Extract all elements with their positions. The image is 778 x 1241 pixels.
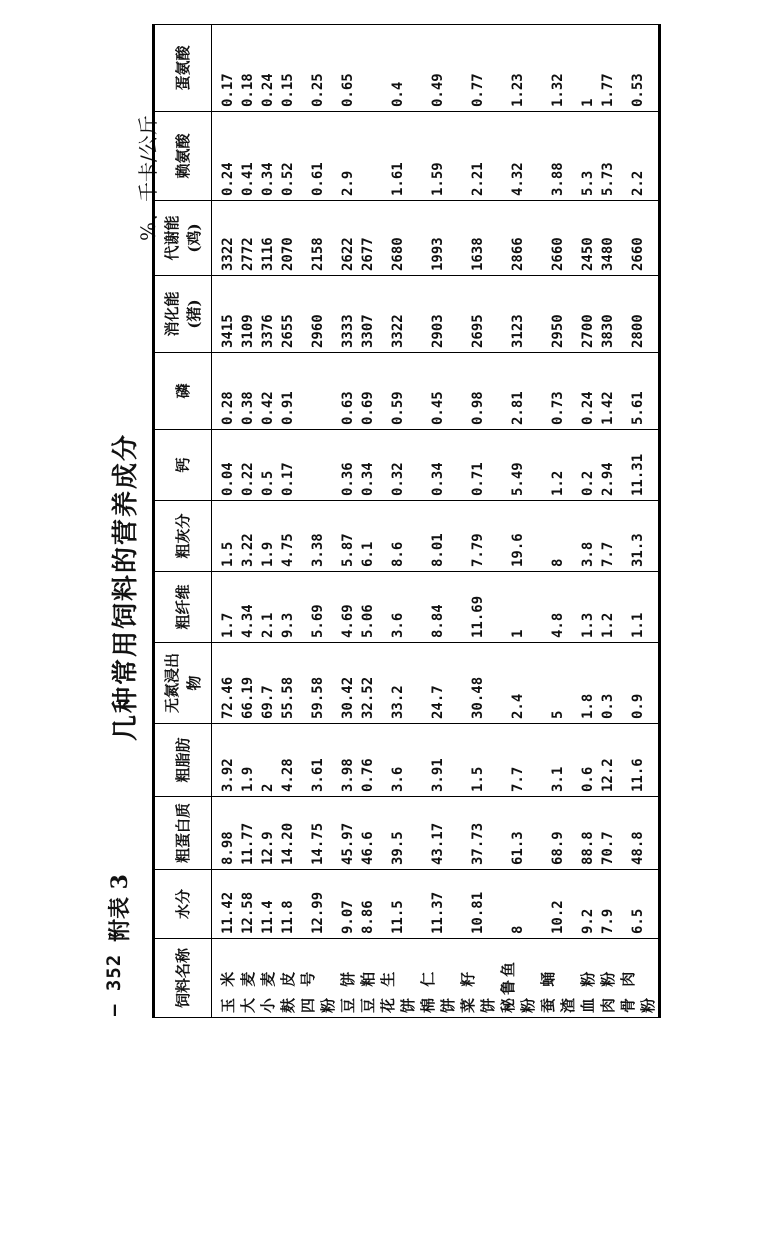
col-header-water: 水分 bbox=[154, 870, 212, 939]
value-cell-nfe: 0.3 bbox=[598, 643, 618, 724]
value-cell-met: 0.18 bbox=[238, 25, 258, 112]
feed-name-cell: 花 生 饼 bbox=[378, 939, 418, 1018]
table-row bbox=[458, 25, 498, 1018]
feed-name-cell: 秘鲁鱼粉 bbox=[498, 939, 538, 1018]
value-cell-met: 0.15 bbox=[278, 25, 298, 112]
page-number: — 352 — bbox=[103, 928, 125, 1016]
col-header-name: 饲料名称 bbox=[154, 939, 212, 1018]
value-cell-nfe: 24.7 bbox=[418, 643, 458, 724]
table-row bbox=[298, 25, 338, 1018]
value-cell-me: 3480 bbox=[598, 201, 618, 276]
value-cell-protein: 88.8 bbox=[578, 797, 598, 870]
value-cell-protein: 70.7 bbox=[598, 797, 618, 870]
table-row bbox=[358, 25, 378, 1018]
value-cell-fiber: 11.69 bbox=[458, 572, 498, 643]
value-cell-ca: 11.31 bbox=[618, 430, 660, 501]
table-body bbox=[212, 25, 660, 1018]
value-cell-ash: 4.75 bbox=[278, 501, 298, 572]
appendix-label: 附表 3 bbox=[107, 874, 133, 941]
feed-name-cell: 豆 粕 bbox=[358, 939, 378, 1018]
value-cell-p: 5.61 bbox=[618, 353, 660, 430]
value-cell-water: 8.86 bbox=[358, 870, 378, 939]
value-cell-fat: 3.91 bbox=[418, 724, 458, 797]
value-cell-ca: 0.71 bbox=[458, 430, 498, 501]
value-cell-me: 2622 bbox=[338, 201, 358, 276]
table-row bbox=[498, 25, 538, 1018]
value-cell-water: 6.5 bbox=[618, 870, 660, 939]
value-cell-fiber: 3.6 bbox=[378, 572, 418, 643]
value-cell-met: 0.24 bbox=[258, 25, 278, 112]
value-cell-de: 3376 bbox=[258, 276, 278, 353]
feed-name-cell: 玉 米 bbox=[212, 939, 239, 1018]
value-cell-nfe: 5 bbox=[538, 643, 578, 724]
value-cell-ca: 1.2 bbox=[538, 430, 578, 501]
table-row bbox=[238, 25, 258, 1018]
value-cell-fiber: 1.3 bbox=[578, 572, 598, 643]
value-cell-nfe: 30.42 bbox=[338, 643, 358, 724]
feed-name-cell: 血 粉 bbox=[578, 939, 598, 1018]
value-cell-p: 0.38 bbox=[238, 353, 258, 430]
value-cell-protein: 45.97 bbox=[338, 797, 358, 870]
value-cell-me: 1638 bbox=[458, 201, 498, 276]
value-cell-protein: 8.98 bbox=[212, 797, 239, 870]
value-cell-lys: 2.21 bbox=[458, 112, 498, 201]
value-cell-me: 2680 bbox=[378, 201, 418, 276]
value-cell-me: 2772 bbox=[238, 201, 258, 276]
col-header-ash: 粗灰分 bbox=[154, 501, 212, 572]
value-cell-met: 0.65 bbox=[338, 25, 358, 112]
value-cell-protein: 43.17 bbox=[418, 797, 458, 870]
value-cell-lys: 2.2 bbox=[618, 112, 660, 201]
value-cell-fiber: 4.34 bbox=[238, 572, 258, 643]
value-cell-water: 10.81 bbox=[458, 870, 498, 939]
col-header-metabolizable-energy: 代谢能 (鸡) bbox=[154, 201, 212, 276]
value-cell-ash: 8.01 bbox=[418, 501, 458, 572]
value-cell-ca: 2.94 bbox=[598, 430, 618, 501]
value-cell-lys: 0.61 bbox=[298, 112, 338, 201]
feed-name-cell: 骨 肉 粉 bbox=[618, 939, 660, 1018]
value-cell-fiber: 1.1 bbox=[618, 572, 660, 643]
feed-name-cell: 大 麦 bbox=[238, 939, 258, 1018]
table-row bbox=[278, 25, 298, 1018]
col-header-protein: 粗蛋白质 bbox=[154, 797, 212, 870]
col-header-nfe: 无氮浸出物 bbox=[154, 643, 212, 724]
value-cell-fiber: 9.3 bbox=[278, 572, 298, 643]
feed-name-cell: 麸 皮 bbox=[278, 939, 298, 1018]
table-row bbox=[418, 25, 458, 1018]
value-cell-fiber: 2.1 bbox=[258, 572, 278, 643]
value-cell-nfe: 72.46 bbox=[212, 643, 239, 724]
value-cell-p: 0.69 bbox=[358, 353, 378, 430]
value-cell-ca: 0.32 bbox=[378, 430, 418, 501]
feed-name-cell: 肉 粉 bbox=[598, 939, 618, 1018]
value-cell-de: 2903 bbox=[418, 276, 458, 353]
value-cell-fat: 3.98 bbox=[338, 724, 358, 797]
value-cell-fat: 12.2 bbox=[598, 724, 618, 797]
feed-name-cell: 小 麦 bbox=[258, 939, 278, 1018]
value-cell-fat: 3.92 bbox=[212, 724, 239, 797]
value-cell-protein: 46.6 bbox=[358, 797, 378, 870]
value-cell-fat: 4.28 bbox=[278, 724, 298, 797]
value-cell-de: 3109 bbox=[238, 276, 258, 353]
value-cell-met: 0.25 bbox=[298, 25, 338, 112]
col-header-lysine: 赖氨酸 bbox=[154, 112, 212, 201]
value-cell-fat: 7.7 bbox=[498, 724, 538, 797]
value-cell-ash: 3.22 bbox=[238, 501, 258, 572]
value-cell-me: 3322 bbox=[212, 201, 239, 276]
value-cell-fat: 3.1 bbox=[538, 724, 578, 797]
feed-name-cell: 蚕 蛹 渣 bbox=[538, 939, 578, 1018]
table-row bbox=[578, 25, 598, 1018]
value-cell-nfe: 30.48 bbox=[458, 643, 498, 724]
value-cell-de: 2655 bbox=[278, 276, 298, 353]
value-cell-met: 1.32 bbox=[538, 25, 578, 112]
value-cell-nfe: 66.19 bbox=[238, 643, 258, 724]
value-cell-lys: 0.24 bbox=[212, 112, 239, 201]
table-row bbox=[378, 25, 418, 1018]
value-cell-ca: 0.04 bbox=[212, 430, 239, 501]
value-cell-met: 1.23 bbox=[498, 25, 538, 112]
value-cell-met: 1 bbox=[578, 25, 598, 112]
value-cell-ca: 0.17 bbox=[278, 430, 298, 501]
value-cell-fat: 1.9 bbox=[238, 724, 258, 797]
value-cell-water: 12.99 bbox=[298, 870, 338, 939]
value-cell-de: 2700 bbox=[578, 276, 598, 353]
value-cell-me: 2677 bbox=[358, 201, 378, 276]
value-cell-fiber: 4.8 bbox=[538, 572, 578, 643]
value-cell-ca: 0.34 bbox=[358, 430, 378, 501]
value-cell-fat: 1.5 bbox=[458, 724, 498, 797]
value-cell-p: 2.81 bbox=[498, 353, 538, 430]
value-cell-ca: 0.36 bbox=[338, 430, 358, 501]
value-cell-me: 2070 bbox=[278, 201, 298, 276]
value-cell-water: 7.9 bbox=[598, 870, 618, 939]
value-cell-water: 11.4 bbox=[258, 870, 278, 939]
value-cell-fiber: 5.69 bbox=[298, 572, 338, 643]
value-cell-met: 0.4 bbox=[378, 25, 418, 112]
value-cell-ash: 3.8 bbox=[578, 501, 598, 572]
table-row bbox=[538, 25, 578, 1018]
value-cell-me: 2158 bbox=[298, 201, 338, 276]
value-cell-ash: 7.7 bbox=[598, 501, 618, 572]
value-cell-fat: 3.61 bbox=[298, 724, 338, 797]
value-cell-lys: 2.9 bbox=[338, 112, 358, 201]
value-cell-met: 0.77 bbox=[458, 25, 498, 112]
value-cell-protein: 37.73 bbox=[458, 797, 498, 870]
value-cell-water: 11.5 bbox=[378, 870, 418, 939]
value-cell-fiber: 1.7 bbox=[212, 572, 239, 643]
col-header-digestible-energy: 消化能 (猪) bbox=[154, 276, 212, 353]
value-cell-fat: 3.6 bbox=[378, 724, 418, 797]
value-cell-de: 3322 bbox=[378, 276, 418, 353]
value-cell-ash: 6.1 bbox=[358, 501, 378, 572]
value-cell-ash: 19.6 bbox=[498, 501, 538, 572]
feed-name-cell: 四 号 粉 bbox=[298, 939, 338, 1018]
value-cell-met: 0.17 bbox=[212, 25, 239, 112]
value-cell-lys: 3.88 bbox=[538, 112, 578, 201]
table-row bbox=[338, 25, 358, 1018]
value-cell-de: 2960 bbox=[298, 276, 338, 353]
value-cell-p: 1.42 bbox=[598, 353, 618, 430]
value-cell-fat: 2 bbox=[258, 724, 278, 797]
value-cell-ash: 1.5 bbox=[212, 501, 239, 572]
value-cell-ca: 0.5 bbox=[258, 430, 278, 501]
value-cell-p: 0.24 bbox=[578, 353, 598, 430]
value-cell-ash: 3.38 bbox=[298, 501, 338, 572]
value-cell-de: 2950 bbox=[538, 276, 578, 353]
value-cell-fiber: 5.06 bbox=[358, 572, 378, 643]
value-cell-p: 0.63 bbox=[338, 353, 358, 430]
value-cell-ca: 5.49 bbox=[498, 430, 538, 501]
value-cell-me: 3116 bbox=[258, 201, 278, 276]
value-cell-nfe: 55.58 bbox=[278, 643, 298, 724]
value-cell-de: 3830 bbox=[598, 276, 618, 353]
value-cell-fiber: 4.69 bbox=[338, 572, 358, 643]
header-row bbox=[154, 25, 212, 1018]
col-header-fat: 粗脂肪 bbox=[154, 724, 212, 797]
value-cell-p: 0.45 bbox=[418, 353, 458, 430]
value-cell-me: 1993 bbox=[418, 201, 458, 276]
value-cell-nfe: 32.52 bbox=[358, 643, 378, 724]
value-cell-me: 2450 bbox=[578, 201, 598, 276]
table-row bbox=[258, 25, 278, 1018]
value-cell-ca: 0.22 bbox=[238, 430, 258, 501]
value-cell-lys: 4.32 bbox=[498, 112, 538, 201]
value-cell-de: 3123 bbox=[498, 276, 538, 353]
feed-name-cell: 豆 饼 bbox=[338, 939, 358, 1018]
value-cell-lys: 5.73 bbox=[598, 112, 618, 201]
nutrition-table bbox=[152, 24, 661, 1018]
value-cell-de: 2695 bbox=[458, 276, 498, 353]
col-header-fiber: 粗纤维 bbox=[154, 572, 212, 643]
value-cell-ash: 8.6 bbox=[378, 501, 418, 572]
value-cell-lys bbox=[358, 112, 378, 201]
value-cell-me: 2660 bbox=[618, 201, 660, 276]
value-cell-lys: 0.41 bbox=[238, 112, 258, 201]
value-cell-met: 0.53 bbox=[618, 25, 660, 112]
unit-label: %、千卡/公斤 bbox=[136, 115, 160, 241]
value-cell-ash: 7.79 bbox=[458, 501, 498, 572]
value-cell-water: 11.8 bbox=[278, 870, 298, 939]
value-cell-protein: 61.3 bbox=[498, 797, 538, 870]
value-cell-fat: 11.6 bbox=[618, 724, 660, 797]
value-cell-ash: 31.3 bbox=[618, 501, 660, 572]
value-cell-water: 9.2 bbox=[578, 870, 598, 939]
value-cell-fiber: 1.2 bbox=[598, 572, 618, 643]
col-header-methionine: 蛋氨酸 bbox=[154, 25, 212, 112]
value-cell-lys: 1.61 bbox=[378, 112, 418, 201]
value-cell-lys: 1.59 bbox=[418, 112, 458, 201]
value-cell-water: 12.58 bbox=[238, 870, 258, 939]
value-cell-me: 2660 bbox=[538, 201, 578, 276]
value-cell-nfe: 33.2 bbox=[378, 643, 418, 724]
value-cell-protein: 48.8 bbox=[618, 797, 660, 870]
value-cell-protein: 11.77 bbox=[238, 797, 258, 870]
value-cell-me: 2866 bbox=[498, 201, 538, 276]
value-cell-nfe: 1.8 bbox=[578, 643, 598, 724]
table-row bbox=[212, 25, 239, 1018]
value-cell-de: 3333 bbox=[338, 276, 358, 353]
value-cell-ca: 0.2 bbox=[578, 430, 598, 501]
value-cell-ca bbox=[298, 430, 338, 501]
value-cell-met: 1.77 bbox=[598, 25, 618, 112]
feed-name-cell: 菜 籽 饼 bbox=[458, 939, 498, 1018]
table-row bbox=[618, 25, 660, 1018]
value-cell-water: 11.37 bbox=[418, 870, 458, 939]
value-cell-p: 0.28 bbox=[212, 353, 239, 430]
value-cell-fat: 0.76 bbox=[358, 724, 378, 797]
page-title: 几种常用饲料的营养成分 bbox=[111, 432, 141, 741]
value-cell-fat: 0.6 bbox=[578, 724, 598, 797]
value-cell-p bbox=[298, 353, 338, 430]
value-cell-nfe: 69.7 bbox=[258, 643, 278, 724]
value-cell-p: 0.42 bbox=[258, 353, 278, 430]
value-cell-protein: 14.20 bbox=[278, 797, 298, 870]
table-row bbox=[598, 25, 618, 1018]
value-cell-ca: 0.34 bbox=[418, 430, 458, 501]
value-cell-water: 9.07 bbox=[338, 870, 358, 939]
value-cell-p: 0.59 bbox=[378, 353, 418, 430]
value-cell-p: 0.91 bbox=[278, 353, 298, 430]
value-cell-ash: 5.87 bbox=[338, 501, 358, 572]
value-cell-met bbox=[358, 25, 378, 112]
value-cell-lys: 0.52 bbox=[278, 112, 298, 201]
value-cell-met: 0.49 bbox=[418, 25, 458, 112]
value-cell-water: 8 bbox=[498, 870, 538, 939]
value-cell-protein: 14.75 bbox=[298, 797, 338, 870]
col-header-calcium: 钙 bbox=[154, 430, 212, 501]
value-cell-fiber: 8.84 bbox=[418, 572, 458, 643]
value-cell-nfe: 59.58 bbox=[298, 643, 338, 724]
value-cell-ash: 1.9 bbox=[258, 501, 278, 572]
value-cell-de: 2800 bbox=[618, 276, 660, 353]
value-cell-fiber: 1 bbox=[498, 572, 538, 643]
value-cell-ash: 8 bbox=[538, 501, 578, 572]
value-cell-protein: 12.9 bbox=[258, 797, 278, 870]
value-cell-protein: 39.5 bbox=[378, 797, 418, 870]
col-header-phosphorus: 磷 bbox=[154, 353, 212, 430]
value-cell-lys: 0.34 bbox=[258, 112, 278, 201]
value-cell-nfe: 0.9 bbox=[618, 643, 660, 724]
value-cell-nfe: 2.4 bbox=[498, 643, 538, 724]
value-cell-p: 0.73 bbox=[538, 353, 578, 430]
value-cell-lys: 5.3 bbox=[578, 112, 598, 201]
value-cell-p: 0.98 bbox=[458, 353, 498, 430]
value-cell-water: 11.42 bbox=[212, 870, 239, 939]
value-cell-de: 3307 bbox=[358, 276, 378, 353]
value-cell-water: 10.2 bbox=[538, 870, 578, 939]
value-cell-protein: 68.9 bbox=[538, 797, 578, 870]
feed-name-cell: 棉 仁 饼 bbox=[418, 939, 458, 1018]
value-cell-de: 3415 bbox=[212, 276, 239, 353]
